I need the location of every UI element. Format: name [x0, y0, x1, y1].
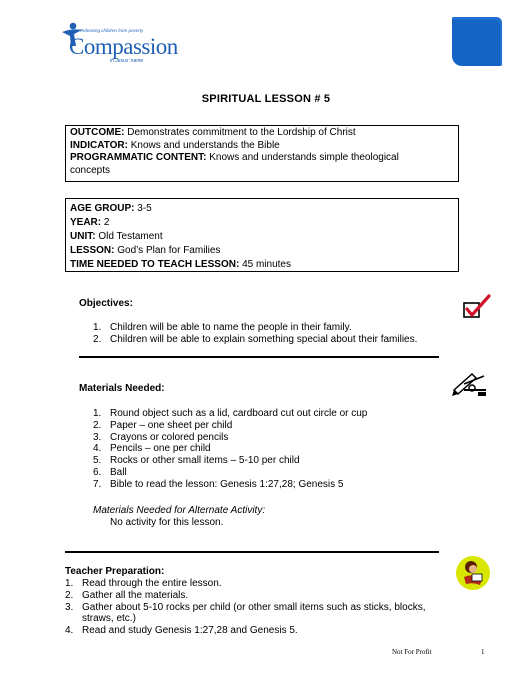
outcome-box [65, 125, 459, 182]
outcome-row [70, 127, 454, 140]
item-text: Round object such as a lid, cardboard cut out circle or cup [110, 408, 368, 419]
item-text: Read and study Genesis 1:27,28 and Genesis 5. [82, 625, 298, 637]
alternate-materials-text: No activity for this lesson. [110, 517, 224, 528]
preparation-heading: Teacher Preparation: [65, 566, 165, 577]
item-number: 3. [93, 431, 102, 443]
divider [65, 551, 439, 553]
unit-value: Old Testament [98, 231, 163, 242]
item-number: 7. [93, 478, 102, 490]
programmatic-value: Knows and understands simple theological concepts [70, 152, 399, 176]
year-value: 2 [103, 217, 110, 228]
item-text: Bible to read the lesson: Genesis 1:27,28; Genesis 5 [110, 478, 344, 490]
list-item [93, 432, 453, 444]
materials-list [93, 408, 453, 491]
objectives-list [93, 322, 453, 346]
item-number: 1. [65, 578, 74, 589]
blue-decor-block [452, 17, 502, 66]
lesson-label: LESSON: [70, 245, 115, 256]
item-number: 5. [93, 455, 102, 467]
logo-subline: in Jesus' name [110, 58, 144, 64]
page-number: 1 [481, 648, 485, 656]
list-item [65, 578, 435, 590]
lesson-info-box [65, 198, 459, 272]
list-item [93, 467, 453, 479]
objectives-heading: Objectives: [79, 298, 133, 309]
footer-label: Not For Profit [392, 648, 432, 656]
programmatic-label: PROGRAMMATIC CONTENT: [70, 152, 207, 163]
age-group-label: AGE GROUP: [70, 203, 135, 214]
list-item [93, 420, 453, 432]
item-text: Rocks or other small items – 5-10 per child [110, 455, 300, 467]
item-text: Crayons or colored pencils [110, 431, 229, 443]
item-text: Children will be able to name the people in their family. [110, 322, 352, 333]
list-item [65, 590, 435, 602]
outcome-value: Demonstrates commitment to the Lordship of Christ [127, 127, 356, 138]
outcome-label: OUTCOME: [70, 127, 125, 138]
lesson-value: God’s Plan for Families [117, 245, 221, 256]
unit-row [70, 230, 454, 244]
alternate-materials-heading: Materials Needed for Alternate Activity: [93, 505, 266, 516]
year-label: YEAR: [70, 217, 102, 228]
logo-wordmark: Compassion [69, 34, 178, 59]
item-number: 6. [93, 466, 102, 478]
item-number: 1. [93, 322, 102, 333]
indicator-row [70, 140, 454, 153]
list-item [93, 455, 453, 467]
divider [79, 356, 439, 358]
time-value: 45 minutes [242, 259, 291, 270]
list-item [93, 322, 453, 334]
list-item [93, 479, 453, 491]
item-text: Gather all the materials. [82, 589, 189, 601]
programmatic-row [70, 152, 430, 177]
item-number: 2. [65, 589, 74, 601]
compassion-logo [52, 22, 178, 68]
item-number: 2. [93, 419, 102, 431]
list-item [93, 408, 453, 420]
item-text: Gather about 5-10 rocks per child (or other small items such as sticks, blocks, straws, etc.) [82, 601, 426, 625]
reading-teacher-icon [455, 555, 491, 591]
item-number: 4. [65, 625, 74, 637]
item-number: 3. [65, 601, 74, 613]
list-item [93, 443, 453, 455]
list-item [65, 602, 435, 626]
school-supplies-icon [450, 370, 488, 398]
item-text: Ball [110, 466, 127, 478]
item-text: Read through the entire lesson. [82, 578, 222, 589]
list-item [65, 625, 435, 637]
item-number: 4. [93, 443, 102, 455]
item-text: Children will be able to explain something special about their families. [110, 333, 418, 345]
item-text: Paper – one sheet per child [110, 419, 233, 431]
year-row [70, 216, 454, 230]
page-title: SPIRITUAL LESSON # 5 [201, 93, 331, 105]
logo-tagline: Releasing children from poverty [80, 28, 144, 33]
indicator-label: INDICATOR: [70, 139, 128, 151]
lesson-row [70, 244, 454, 258]
time-row [70, 258, 454, 272]
item-text: Pencils – one per child [110, 443, 211, 455]
item-number: 2. [93, 333, 102, 345]
age-group-value: 3-5 [137, 203, 152, 214]
list-item [93, 334, 453, 346]
unit-label: UNIT: [70, 231, 96, 242]
age-group-row [70, 202, 454, 216]
checkbox-check-icon [462, 294, 492, 320]
item-number: 1. [93, 408, 102, 419]
time-label: TIME NEEDED TO TEACH LESSON: [70, 259, 240, 270]
indicator-value: Knows and understands the Bible [130, 139, 280, 151]
materials-heading: Materials Needed: [79, 383, 165, 394]
preparation-list [65, 578, 435, 637]
